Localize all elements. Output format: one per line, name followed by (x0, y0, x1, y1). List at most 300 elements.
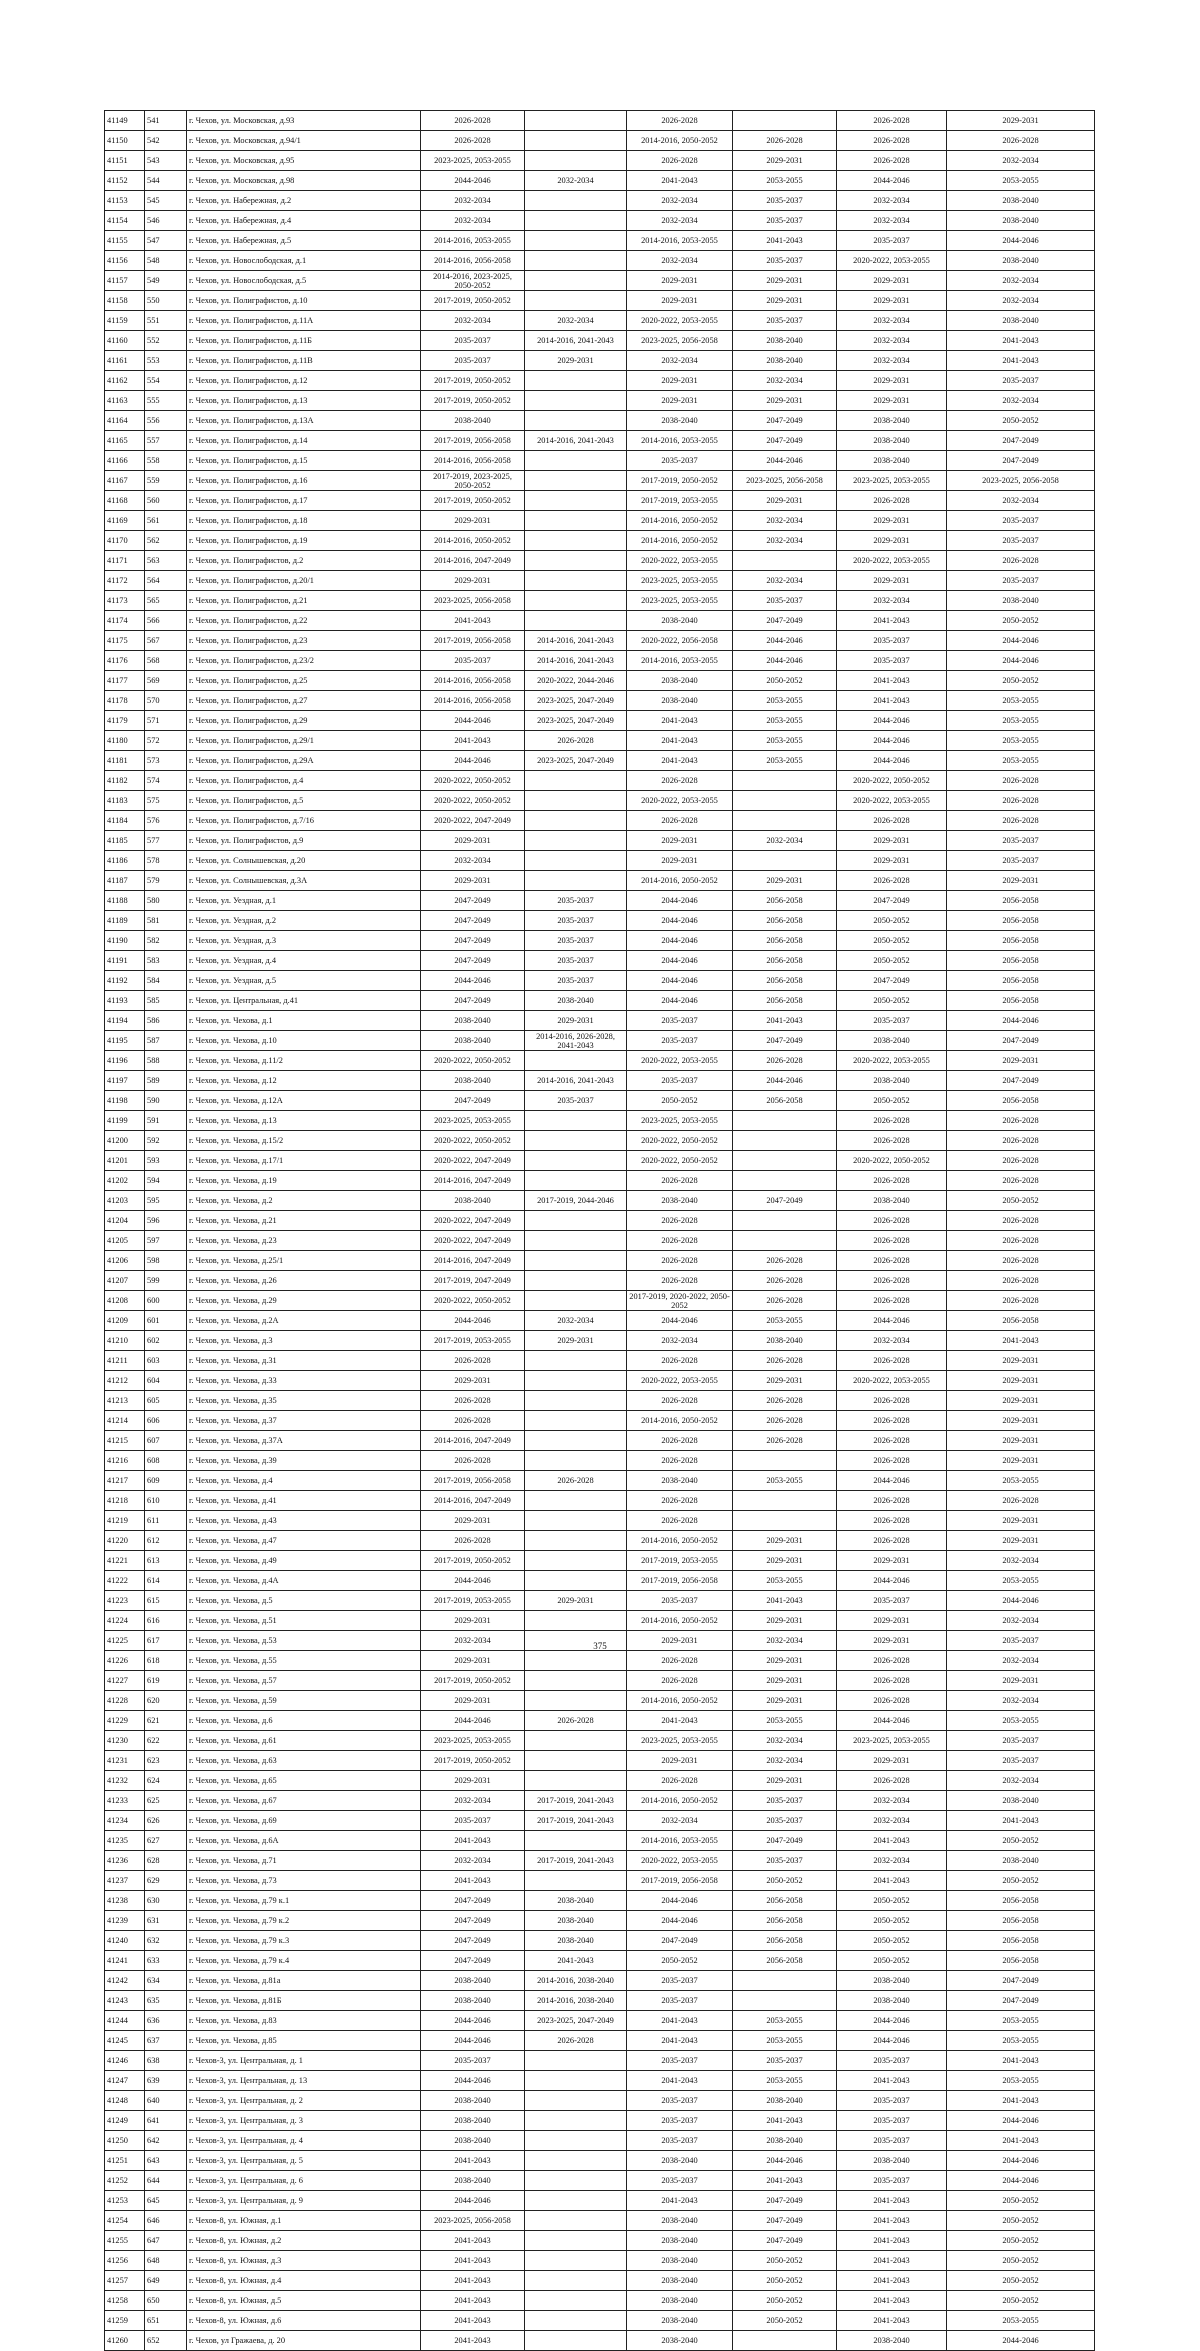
cell-period-col-2 (525, 1771, 627, 1791)
cell-period-col-4: 2026-2028 (733, 1251, 837, 1271)
cell-row-id: 41172 (105, 571, 145, 591)
table-row (105, 231, 1095, 251)
cell-row-index: 573 (145, 751, 187, 771)
cell-row-index: 590 (145, 1091, 187, 1111)
cell-row-index: 644 (145, 2171, 187, 2191)
cell-period-col-1: 2017-2019, 2056-2058 (421, 631, 525, 651)
cell-row-index: 569 (145, 671, 187, 691)
cell-period-col-1: 2032-2034 (421, 851, 525, 871)
cell-period-col-4: 2035-2037 (733, 311, 837, 331)
cell-period-col-3: 2023-2025, 2053-2055 (627, 1731, 733, 1751)
cell-period-col-6: 2032-2034 (947, 291, 1095, 311)
cell-row-id: 41177 (105, 671, 145, 691)
cell-period-col-1: 2014-2016, 2056-2058 (421, 671, 525, 691)
cell-row-id: 41166 (105, 451, 145, 471)
cell-period-col-2 (525, 1171, 627, 1191)
table-row (105, 771, 1095, 791)
cell-row-index: 595 (145, 1191, 187, 1211)
cell-row-index: 549 (145, 271, 187, 291)
cell-row-index: 589 (145, 1071, 187, 1091)
table-row (105, 1311, 1095, 1331)
cell-address: г. Чехов, ул. Чехова, д.59 (187, 1691, 421, 1711)
cell-period-col-6: 2053-2055 (947, 2071, 1095, 2091)
cell-address: г. Чехов, ул. Полиграфистов, д.4 (187, 771, 421, 791)
cell-row-id: 41256 (105, 2251, 145, 2271)
table-row (105, 1611, 1095, 1631)
cell-period-col-1: 2041-2043 (421, 2231, 525, 2251)
cell-row-id: 41250 (105, 2131, 145, 2151)
cell-period-col-3: 2035-2037 (627, 1011, 733, 1031)
cell-period-col-5: 2029-2031 (837, 851, 947, 871)
cell-period-col-5: 2035-2037 (837, 2091, 947, 2111)
cell-row-index: 583 (145, 951, 187, 971)
cell-period-col-1: 2038-2040 (421, 1991, 525, 2011)
cell-row-id: 41164 (105, 411, 145, 431)
table-row (105, 671, 1095, 691)
table-row (105, 171, 1095, 191)
table-row (105, 1051, 1095, 1071)
cell-period-col-2: 2035-2037 (525, 951, 627, 971)
cell-period-col-2: 2032-2034 (525, 171, 627, 191)
cell-address: г. Чехов, ул. Уездная, д.3 (187, 931, 421, 951)
cell-period-col-2: 2038-2040 (525, 1911, 627, 1931)
cell-address: г. Чехов, ул. Чехова, д.23 (187, 1231, 421, 1251)
table-row (105, 151, 1095, 171)
cell-period-col-6: 2032-2034 (947, 1551, 1095, 1571)
cell-period-col-5: 2026-2028 (837, 1531, 947, 1551)
table-row (105, 1671, 1095, 1691)
cell-row-id: 41221 (105, 1551, 145, 1571)
cell-address: г. Чехов, ул. Чехова, д.31 (187, 1351, 421, 1371)
cell-period-col-1: 2017-2019, 2050-2052 (421, 371, 525, 391)
table-row (105, 1071, 1095, 1091)
cell-period-col-2 (525, 291, 627, 311)
cell-period-col-3: 2032-2034 (627, 351, 733, 371)
cell-row-index: 557 (145, 431, 187, 451)
cell-period-col-1: 2032-2034 (421, 191, 525, 211)
cell-period-col-2 (525, 1151, 627, 1171)
table-row (105, 1251, 1095, 1271)
cell-period-col-5: 2041-2043 (837, 2231, 947, 2251)
cell-period-col-2: 2032-2034 (525, 1311, 627, 1331)
cell-period-col-6: 2029-2031 (947, 1671, 1095, 1691)
table-row (105, 391, 1095, 411)
cell-period-col-2 (525, 1271, 627, 1291)
cell-period-col-2: 2023-2025, 2047-2049 (525, 691, 627, 711)
table-row (105, 1791, 1095, 1811)
cell-row-id: 41252 (105, 2171, 145, 2191)
cell-period-col-5: 2026-2028 (837, 111, 947, 131)
cell-period-col-6: 2053-2055 (947, 691, 1095, 711)
cell-address: г. Чехов, ул. Полиграфистов, д.18 (187, 511, 421, 531)
cell-row-index: 575 (145, 791, 187, 811)
cell-period-col-5: 2044-2046 (837, 1311, 947, 1331)
cell-period-col-3: 2041-2043 (627, 2011, 733, 2031)
cell-period-col-2 (525, 2151, 627, 2171)
cell-period-col-2 (525, 511, 627, 531)
cell-period-col-5: 2044-2046 (837, 171, 947, 191)
cell-period-col-6: 2041-2043 (947, 2131, 1095, 2151)
cell-period-col-1: 2032-2034 (421, 1791, 525, 1811)
cell-period-col-6: 2056-2058 (947, 891, 1095, 911)
cell-period-col-2 (525, 1571, 627, 1591)
cell-period-col-4: 2041-2043 (733, 231, 837, 251)
cell-row-index: 638 (145, 2051, 187, 2071)
cell-period-col-6: 2029-2031 (947, 1531, 1095, 1551)
cell-period-col-2: 2017-2019, 2044-2046 (525, 1191, 627, 1211)
cell-period-col-6: 2038-2040 (947, 191, 1095, 211)
cell-period-col-6: 2047-2049 (947, 1991, 1095, 2011)
cell-period-col-5: 2029-2031 (837, 571, 947, 591)
cell-period-col-2 (525, 591, 627, 611)
cell-period-col-1: 2032-2034 (421, 211, 525, 231)
table-row (105, 631, 1095, 651)
cell-row-index: 580 (145, 891, 187, 911)
cell-address: г. Чехов, ул. Полиграфистов, д.21 (187, 591, 421, 611)
cell-row-id: 41238 (105, 1891, 145, 1911)
cell-row-index: 588 (145, 1051, 187, 1071)
cell-period-col-2: 2026-2028 (525, 2031, 627, 2051)
cell-address: г. Чехов-8, ул. Южная, д.6 (187, 2311, 421, 2331)
cell-period-col-2 (525, 2111, 627, 2131)
cell-period-col-2 (525, 2191, 627, 2211)
cell-address: г. Чехов, ул. Полиграфистов, д.16 (187, 471, 421, 491)
cell-address: г. Чехов, ул. Чехова, д.1 (187, 1011, 421, 1031)
cell-period-col-6: 2026-2028 (947, 1171, 1095, 1191)
cell-period-col-4: 2026-2028 (733, 1271, 837, 1291)
cell-period-col-4: 2029-2031 (733, 871, 837, 891)
cell-row-id: 41253 (105, 2191, 145, 2211)
cell-row-index: 631 (145, 1911, 187, 1931)
cell-period-col-2: 2035-2037 (525, 971, 627, 991)
cell-row-id: 41154 (105, 211, 145, 231)
cell-row-id: 41237 (105, 1871, 145, 1891)
cell-period-col-4: 2041-2043 (733, 1591, 837, 1611)
cell-row-id: 41224 (105, 1611, 145, 1631)
cell-period-col-4: 2032-2034 (733, 511, 837, 531)
cell-period-col-5: 2035-2037 (837, 651, 947, 671)
cell-period-col-2 (525, 411, 627, 431)
cell-period-col-5: 2032-2034 (837, 211, 947, 231)
cell-period-col-5: 2050-2052 (837, 911, 947, 931)
cell-period-col-1: 2026-2028 (421, 1531, 525, 1551)
cell-period-col-6: 2047-2049 (947, 1031, 1095, 1051)
cell-period-col-3: 2029-2031 (627, 371, 733, 391)
cell-address: г. Чехов, ул. Новослободская, д.1 (187, 251, 421, 271)
cell-period-col-4: 2050-2052 (733, 2291, 837, 2311)
cell-period-col-4: 2029-2031 (733, 1671, 837, 1691)
cell-period-col-2 (525, 131, 627, 151)
table-row (105, 2131, 1095, 2151)
cell-period-col-3: 2023-2025, 2053-2055 (627, 1111, 733, 1131)
cell-period-col-2: 2029-2031 (525, 1331, 627, 1351)
cell-period-col-1: 2014-2016, 2056-2058 (421, 691, 525, 711)
cell-period-col-2: 2020-2022, 2044-2046 (525, 671, 627, 691)
cell-period-col-3: 2026-2028 (627, 111, 733, 131)
cell-row-id: 41181 (105, 751, 145, 771)
cell-row-id: 41150 (105, 131, 145, 151)
cell-period-col-6: 2047-2049 (947, 451, 1095, 471)
cell-address: г. Чехов, ул. Чехова, д.17/1 (187, 1151, 421, 1171)
cell-period-col-6: 2029-2031 (947, 1411, 1095, 1431)
cell-period-col-4: 2056-2058 (733, 1891, 837, 1911)
table-row (105, 971, 1095, 991)
cell-period-col-2 (525, 871, 627, 891)
cell-period-col-2 (525, 1531, 627, 1551)
cell-row-id: 41220 (105, 1531, 145, 1551)
cell-period-col-6: 2035-2037 (947, 851, 1095, 871)
cell-period-col-3: 2035-2037 (627, 1591, 733, 1611)
cell-period-col-3: 2020-2022, 2056-2058 (627, 631, 733, 651)
cell-row-index: 571 (145, 711, 187, 731)
cell-period-col-5: 2032-2034 (837, 1331, 947, 1351)
cell-period-col-3: 2026-2028 (627, 1651, 733, 1671)
cell-period-col-6: 2050-2052 (947, 671, 1095, 691)
cell-period-col-5: 2026-2028 (837, 1511, 947, 1531)
cell-row-id: 41231 (105, 1751, 145, 1771)
cell-period-col-2: 2029-2031 (525, 1591, 627, 1611)
cell-period-col-5: 2029-2031 (837, 831, 947, 851)
cell-address: г. Чехов-3, ул. Центральная, д. 6 (187, 2171, 421, 2191)
cell-row-id: 41229 (105, 1711, 145, 1731)
cell-period-col-2 (525, 1391, 627, 1411)
cell-period-col-4: 2053-2055 (733, 1711, 837, 1731)
cell-period-col-3: 2026-2028 (627, 151, 733, 171)
cell-address: г. Чехов, ул. Чехова, д.37А (187, 1431, 421, 1451)
table-row (105, 791, 1095, 811)
cell-address: г. Чехов, ул. Чехова, д.12 (187, 1071, 421, 1091)
cell-period-col-2 (525, 451, 627, 471)
cell-row-index: 604 (145, 1371, 187, 1391)
cell-period-col-6: 2026-2028 (947, 1491, 1095, 1511)
cell-period-col-6: 2032-2034 (947, 1611, 1095, 1631)
cell-row-index: 624 (145, 1771, 187, 1791)
cell-row-index: 614 (145, 1571, 187, 1591)
cell-period-col-6: 2056-2058 (947, 1951, 1095, 1971)
table-row (105, 1951, 1095, 1971)
cell-period-col-6: 2026-2028 (947, 1231, 1095, 1251)
cell-row-id: 41213 (105, 1391, 145, 1411)
cell-period-col-3: 2029-2031 (627, 291, 733, 311)
cell-period-col-4: 2026-2028 (733, 1351, 837, 1371)
table-row (105, 1191, 1095, 1211)
cell-period-col-5: 2029-2031 (837, 391, 947, 411)
cell-period-col-4: 2050-2052 (733, 2311, 837, 2331)
cell-period-col-5: 2023-2025, 2053-2055 (837, 1731, 947, 1751)
cell-address: г. Чехов, ул. Полиграфистов, д.27 (187, 691, 421, 711)
cell-period-col-1: 2017-2019, 2053-2055 (421, 1331, 525, 1351)
table-row (105, 1711, 1095, 1731)
cell-period-col-4: 2029-2031 (733, 1531, 837, 1551)
cell-period-col-4: 2032-2034 (733, 831, 837, 851)
cell-row-id: 41188 (105, 891, 145, 911)
cell-row-id: 41156 (105, 251, 145, 271)
cell-period-col-1: 2023-2025, 2053-2055 (421, 1111, 525, 1131)
cell-period-col-2: 2038-2040 (525, 1891, 627, 1911)
cell-period-col-2: 2014-2016, 2041-2043 (525, 1071, 627, 1091)
cell-period-col-6: 2044-2046 (947, 631, 1095, 651)
cell-row-index: 598 (145, 1251, 187, 1271)
cell-address: г. Чехов, ул. Полиграфистов, д.20/1 (187, 571, 421, 591)
cell-period-col-3: 2044-2046 (627, 891, 733, 911)
cell-row-id: 41167 (105, 471, 145, 491)
cell-period-col-2: 2014-2016, 2026-2028, 2041-2043 (525, 1031, 627, 1051)
cell-row-id: 41194 (105, 1011, 145, 1031)
cell-period-col-1: 2029-2031 (421, 871, 525, 891)
cell-row-index: 600 (145, 1291, 187, 1311)
cell-row-index: 602 (145, 1331, 187, 1351)
cell-period-col-1: 2044-2046 (421, 1711, 525, 1731)
cell-period-col-6: 2053-2055 (947, 1571, 1095, 1591)
cell-period-col-1: 2023-2025, 2053-2055 (421, 151, 525, 171)
cell-row-index: 632 (145, 1931, 187, 1951)
cell-period-col-4 (733, 1111, 837, 1131)
cell-period-col-5: 2029-2031 (837, 271, 947, 291)
table-row (105, 2031, 1095, 2051)
cell-row-index: 625 (145, 1791, 187, 1811)
cell-period-col-1: 2014-2016, 2053-2055 (421, 231, 525, 251)
cell-period-col-1: 2014-2016, 2056-2058 (421, 251, 525, 271)
cell-row-index: 635 (145, 1991, 187, 2011)
cell-row-id: 41251 (105, 2151, 145, 2171)
cell-period-col-4: 2044-2046 (733, 631, 837, 651)
cell-period-col-3: 2014-2016, 2053-2055 (627, 1831, 733, 1851)
cell-address: г. Чехов, ул. Чехова, д.11/2 (187, 1051, 421, 1071)
table-row (105, 711, 1095, 731)
cell-period-col-2: 2038-2040 (525, 991, 627, 1011)
cell-period-col-1: 2047-2049 (421, 931, 525, 951)
cell-address: г. Чехов, ул. Чехова, д.19 (187, 1171, 421, 1191)
cell-period-col-5: 2035-2037 (837, 1591, 947, 1611)
cell-row-id: 41179 (105, 711, 145, 731)
cell-address: г. Чехов, ул. Чехова, д.65 (187, 1771, 421, 1791)
cell-period-col-1: 2041-2043 (421, 2331, 525, 2351)
table-row (105, 571, 1095, 591)
cell-row-id: 41196 (105, 1051, 145, 1071)
cell-address: г. Чехов, ул. Набережная, д.4 (187, 211, 421, 231)
cell-period-col-2 (525, 2311, 627, 2331)
cell-period-col-6: 2026-2028 (947, 811, 1095, 831)
cell-period-col-6: 2044-2046 (947, 1011, 1095, 1031)
cell-period-col-1: 2029-2031 (421, 1771, 525, 1791)
cell-period-col-1: 2026-2028 (421, 1451, 525, 1471)
cell-row-id: 41212 (105, 1371, 145, 1391)
cell-period-col-2 (525, 371, 627, 391)
cell-period-col-5: 2026-2028 (837, 1171, 947, 1191)
cell-period-col-5: 2026-2028 (837, 1411, 947, 1431)
cell-period-col-6: 2050-2052 (947, 2291, 1095, 2311)
cell-row-index: 591 (145, 1111, 187, 1131)
table-row (105, 731, 1095, 751)
cell-row-id: 41155 (105, 231, 145, 251)
cell-period-col-3: 2029-2031 (627, 271, 733, 291)
cell-row-id: 41236 (105, 1851, 145, 1871)
cell-row-id: 41198 (105, 1091, 145, 1111)
cell-period-col-3: 2044-2046 (627, 1911, 733, 1931)
cell-period-col-2: 2035-2037 (525, 931, 627, 951)
cell-period-col-5: 2041-2043 (837, 2211, 947, 2231)
cell-period-col-1: 2044-2046 (421, 751, 525, 771)
cell-period-col-6: 2035-2037 (947, 371, 1095, 391)
cell-row-index: 609 (145, 1471, 187, 1491)
table-row (105, 1831, 1095, 1851)
table-row (105, 451, 1095, 471)
cell-row-id: 41157 (105, 271, 145, 291)
cell-period-col-5: 2029-2031 (837, 371, 947, 391)
cell-row-index: 546 (145, 211, 187, 231)
table-row (105, 1571, 1095, 1591)
cell-period-col-5: 2026-2028 (837, 811, 947, 831)
cell-row-id: 41244 (105, 2011, 145, 2031)
table-body (105, 111, 1095, 2351)
cell-address: г. Чехов, ул. Чехова, д.67 (187, 1791, 421, 1811)
cell-period-col-4: 2035-2037 (733, 251, 837, 271)
cell-row-index: 543 (145, 151, 187, 171)
cell-period-col-6: 2029-2031 (947, 1391, 1095, 1411)
cell-period-col-1: 2047-2049 (421, 1891, 525, 1911)
cell-period-col-2: 2035-2037 (525, 1091, 627, 1111)
cell-period-col-2: 2035-2037 (525, 891, 627, 911)
cell-period-col-4 (733, 771, 837, 791)
table-row (105, 111, 1095, 131)
cell-period-col-6: 2026-2028 (947, 1151, 1095, 1171)
cell-period-col-5: 2026-2028 (837, 1111, 947, 1131)
cell-address: г. Чехов, ул. Полиграфистов, д.5 (187, 791, 421, 811)
cell-period-col-5: 2029-2031 (837, 291, 947, 311)
cell-address: г. Чехов, ул. Чехова, д.79 к.3 (187, 1931, 421, 1951)
cell-period-col-4: 2047-2049 (733, 1831, 837, 1851)
cell-period-col-1: 2029-2031 (421, 1371, 525, 1391)
table-row (105, 591, 1095, 611)
cell-period-col-4: 2047-2049 (733, 1191, 837, 1211)
cell-row-id: 41186 (105, 851, 145, 871)
cell-address: г. Чехов, ул. Полиграфистов, д.11А (187, 311, 421, 331)
cell-period-col-2 (525, 1691, 627, 1711)
cell-row-index: 563 (145, 551, 187, 571)
cell-period-col-1: 2038-2040 (421, 1071, 525, 1091)
cell-row-id: 41182 (105, 771, 145, 791)
cell-address: г. Чехов-3, ул. Центральная, д. 9 (187, 2191, 421, 2211)
table-row (105, 931, 1095, 951)
cell-period-col-1: 2044-2046 (421, 711, 525, 731)
cell-period-col-4: 2056-2058 (733, 1091, 837, 1111)
cell-period-col-5: 2020-2022, 2053-2055 (837, 551, 947, 571)
cell-period-col-4: 2053-2055 (733, 1311, 837, 1331)
cell-period-col-3: 2026-2028 (627, 1351, 733, 1371)
table-row (105, 2271, 1095, 2291)
cell-address: г. Чехов, ул. Чехова, д.21 (187, 1211, 421, 1231)
cell-period-col-6: 2029-2031 (947, 1371, 1095, 1391)
cell-address: г. Чехов, ул. Чехова, д.6А (187, 1831, 421, 1851)
cell-period-col-5: 2020-2022, 2053-2055 (837, 791, 947, 811)
cell-row-index: 601 (145, 1311, 187, 1331)
table-row (105, 1031, 1095, 1051)
table-row (105, 2331, 1095, 2351)
cell-period-col-5: 2026-2028 (837, 1251, 947, 1271)
cell-period-col-5: 2041-2043 (837, 1831, 947, 1851)
cell-period-col-3: 2020-2022, 2053-2055 (627, 1371, 733, 1391)
cell-row-index: 612 (145, 1531, 187, 1551)
table-row (105, 1811, 1095, 1831)
cell-period-col-4: 2035-2037 (733, 1791, 837, 1811)
cell-period-col-3: 2029-2031 (627, 391, 733, 411)
cell-period-col-1: 2023-2025, 2056-2058 (421, 591, 525, 611)
cell-period-col-3: 2035-2037 (627, 2171, 733, 2191)
cell-period-col-4: 2032-2034 (733, 531, 837, 551)
cell-period-col-6: 2050-2052 (947, 1831, 1095, 1851)
table-row (105, 1271, 1095, 1291)
cell-address: г. Чехов, ул. Чехова, д.4 (187, 1471, 421, 1491)
